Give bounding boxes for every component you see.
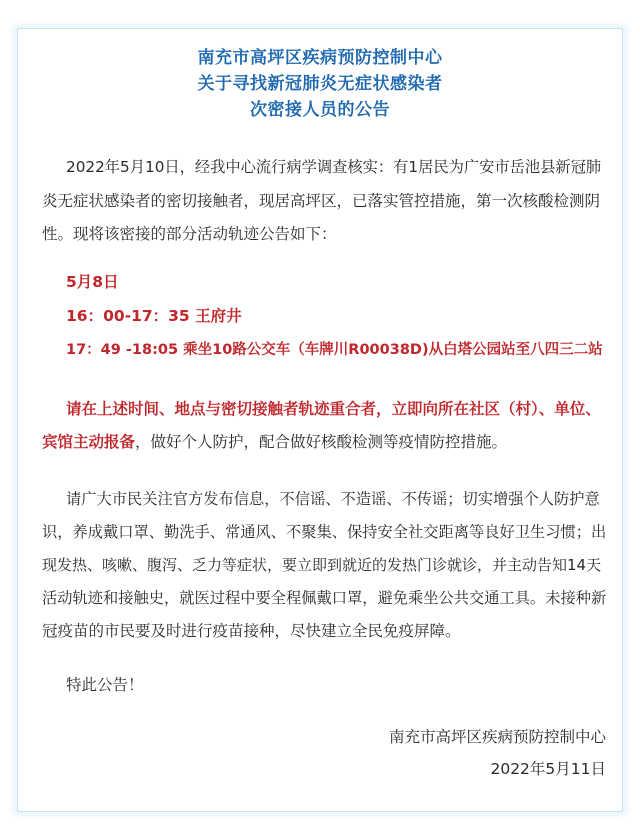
signature-date: 2022年5月11日 bbox=[490, 760, 606, 778]
advice-line-4: 活动轨迹和接触史，就医过程中要全程佩戴口罩，避免乘坐公共交通工具。未接种新 bbox=[42, 589, 607, 607]
advice-line-5: 冠疫苗的市民要及时进行疫苗接种，尽快建立全民免疫屏障。 bbox=[42, 622, 461, 640]
notice-title-line-2: 关于寻找新冠肺炎无症状感染者 bbox=[197, 74, 443, 94]
notice-title-line-3: 次密接人员的公告 bbox=[250, 100, 390, 120]
intro-line-3: 性。现将该密接的部分活动轨迹公告如下： bbox=[42, 225, 337, 243]
advice-line-2: 识，养成戴口罩、勤洗手、常通风、不聚集、保持安全社交距离等良好卫生习惯；出 bbox=[42, 523, 607, 541]
notice-line-1: 请在上述时间、地点与密切接触者轨迹重合者，立即向所在社区（村）、单位、 bbox=[66, 400, 601, 418]
signature-org: 南充市高坪区疾病预防控制中心 bbox=[388, 728, 606, 746]
advice-line-3: 现发热、咳嗽、腹泻、乏力等症状，要立即到就近的发热门诊就诊，并主动告知14天 bbox=[42, 556, 602, 574]
notice-title-line-1: 南充市高坪区疾病预防控制中心 bbox=[197, 48, 443, 68]
intro-line-1: 2022年5月10日，经我中心流行病学调查核实：有1居民为广安市岳池县新冠肺 bbox=[66, 158, 602, 176]
advice-line-1: 请广大市民关注官方发布信息，不信谣、不造谣、不传谣；切实增强个人防护意 bbox=[66, 490, 600, 508]
notice-line-2-highlight: 宾馆主动报备 bbox=[42, 433, 136, 451]
notice-line-2-rest: ，做好个人防护，配合做好核酸检测等疫情防控措施。 bbox=[135, 433, 508, 451]
closing-text: 特此公告！ bbox=[66, 676, 144, 694]
intro-line-2: 炎无症状感染者的密切接触者，现居高坪区，已落实管控措施，第一次核酸检测阴 bbox=[42, 192, 601, 210]
track-entry-1: 16：00-17：35 王府井 bbox=[66, 307, 242, 325]
track-date: 5月8日 bbox=[66, 273, 119, 291]
track-entry-2: 17：49 -18:05 乘坐10路公交车（车牌川R00038D)从白塔公园站至八四三二站 bbox=[66, 342, 603, 358]
notice-line-2 bbox=[42, 431, 507, 453]
